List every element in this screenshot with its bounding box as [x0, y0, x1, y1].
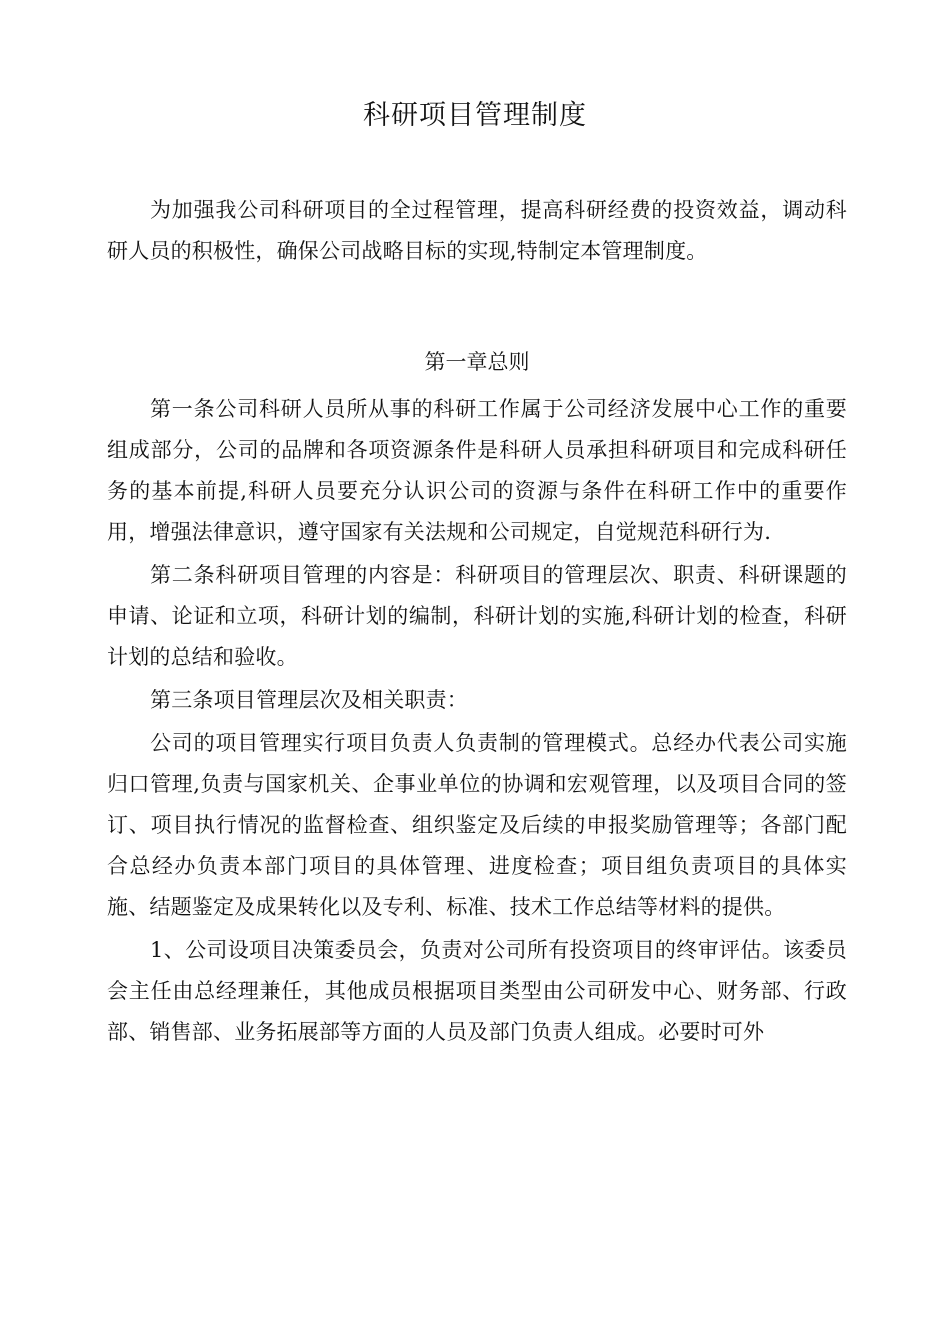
document-title: 科研项目管理制度: [363, 100, 587, 131]
management-mode-paragraph: 公司的项目管理实行项目负责人负责制的管理模式。总经办代表公司实施归口管理,负责与国家机关、企事业单位的协调和宏观管理，以及项目合同的签订、项目执行情况的监督检查、组织鉴定及后续的申报奖励管理等；各部门配合总经办负责本部门项目的具体管理、进度检查；项目组负责项目的具体实施、结题鉴定及成果转化以及专利、标准、技术工作总结等材料的提供。: [107, 731, 847, 919]
article-2-paragraph: 第二条科研项目管理的内容是：科研项目的管理层次、职责、科研课题的申请、论证和立项，科研计划的编制，科研计划的实施,科研计划的检查，科研计划的总结和验收。: [107, 563, 847, 669]
intro-paragraph: 为加强我公司科研项目的全过程管理，提高科研经费的投资效益，调动科研人员的积极性，确保公司战略目标的实现,特制定本管理制度。: [107, 198, 847, 263]
chapter-heading: 第一章总则: [424, 350, 530, 374]
article-3-paragraph: 第三条项目管理层次及相关职责：: [150, 688, 468, 712]
document-body: [107, 190, 847, 1053]
article-1-paragraph: 第一条公司科研人员所从事的科研工作属于公司经济发展中心工作的重要组成部分，公司的品牌和各项资源条件是科研人员承担科研项目和完成科研任务的基本前提,科研人员要充分认识公司的资源与条件在科研工作中的重要作用，增强法律意识，遵守国家有关法规和公司规定，自觉规范科研行为.: [107, 397, 847, 544]
decision-committee-paragraph: 1、公司设项目决策委员会，负责对公司所有投资项目的终审评估。该委员会主任由总经理兼任，其他成员根据项目类型由公司研发中心、财务部、行政部、销售部、业务拓展部等方面的人员及部门负责人组成。必要时可外: [107, 938, 847, 1044]
